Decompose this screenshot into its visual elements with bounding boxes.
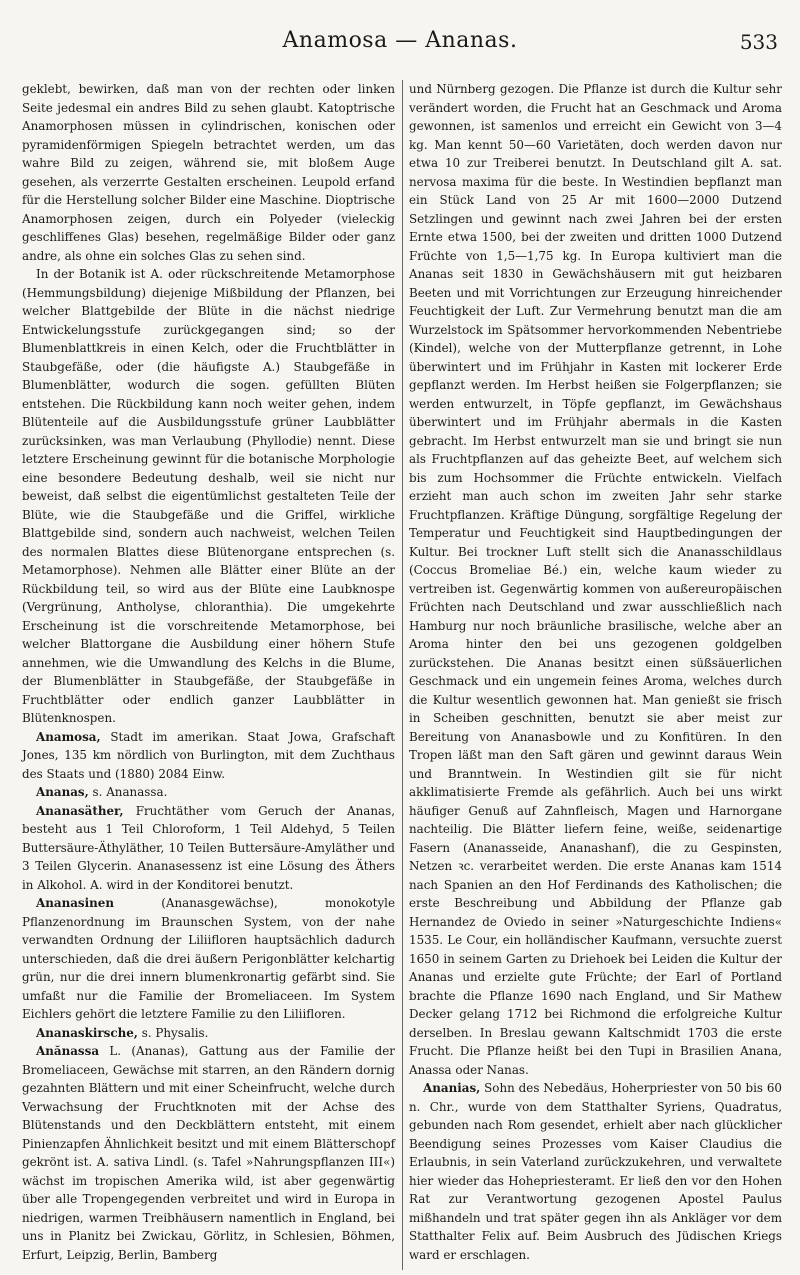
paragraph-anamorphose-continued: geklebt, bewirken, daß man von der rechten oder linken Seite jedesmal ein andres Bild zu sehen glaubt. Katoptrische Anamorphosen müssen in cylindrischen, konischen oder pyramidenförmigen Spiegeln betrachtet werden, um das wahre Bild zu zeigen, während sie, mit bloßem Auge gesehen, als verzerrte Gestalten erscheinen. Leupold erfand für die Herstellung solcher Bilder eine Maschine. Dioptrische Anamorphosen zeigen, durch ein Polyeder (vieleckig geschliffenes Glas) besehen, regelmäßige Bilder oder ganz andre, als ohne ein solches Glas zu sehen sind. [22, 82, 395, 263]
entry-anamosa [22, 728, 395, 784]
entry-ananasaether-text: Fruchtäther vom Geruch der Ananas, besteht aus 1 Teil Chloroform, 1 Teil Aldehyd, 5 Teilen Buttersäure-Äthyläther, 10 Teilen Buttersäure-Amyläther und 3 Teilen Glycerin. Ananasessenz ist eine Lösung des Äthers in Alkohol. A. wird in der Konditorei benutzt. [22, 803, 395, 892]
entry-ananaskirsche-text: s. Physalis. [137, 1025, 209, 1040]
entry-ananassa [22, 1042, 395, 1264]
headword-ananasinen: Ananasinen [36, 896, 114, 910]
entry-ananasinen-text: (Ananasgewächse), monokotyle Pflanzenordnung im Braunschen System, von der nahe verwandten Ordnung der Liliifloren hauptsächlich dadurch unterschieden, daß die drei äußern Perigonblätter kelchartig grün, nur die drei innern blumenkronartig gefärbt sind. Sie umfaßt nur die Familie der Bromeliaceen. Im System Eichlers gehört die letztere Familie zu den Liliifloren. [22, 896, 395, 1021]
entry-ananas [22, 783, 395, 802]
right-column [409, 80, 782, 1264]
headword-ananias: Ananias, [423, 1081, 481, 1095]
headword-ananas: Ananas, [36, 785, 89, 799]
entry-ananias [409, 1079, 782, 1264]
running-title: Anamosa — Ananas. [282, 28, 518, 53]
column-divider [402, 80, 403, 1270]
left-column [22, 80, 395, 1264]
entry-ananaskirsche [22, 1024, 395, 1043]
entry-ananas-text: s. Ananassa. [88, 785, 168, 799]
text-columns [22, 80, 782, 1270]
headword-anamosa: Anamosa, [36, 729, 101, 744]
headword-ananasaether: Ananasäther, [36, 803, 124, 818]
headword-ananassa: Anănassa [36, 1044, 100, 1058]
entry-ananassa-text: L. (Ananas), Gattung aus der Familie der Bromeliaceen, Gewächse mit starren, an den Rändern dornig gezahnten Blättern und mit einer Scheinfrucht, welche durch Verwachsung der Fruchtknoten mit der Achse des Blütenstands und den Deckblättern entsteht, mit einem Pinienzapfen Ähnlichkeit besitzt und mit einem Blätterschopf gekrönt ist. A. sativa Lindl. (s. Tafel »Nahrungspflanzen III«) wächst im tropischen Amerika wild, ist aber gegenwärtig über alle Tropengegenden verbreitet und wird in Europa in niedrigen, warmen Treibhäusern namentlich in England, bei uns in Planitz bei Zwickau, Görlitz, in Schlesien, Böhmen, Erfurt, Leipzig, Berlin, Bamberg [22, 1044, 395, 1262]
page-header [0, 28, 800, 68]
entry-anamosa-text: Stadt im amerikan. Staat Jowa, Grafschaft Jones, 135 km nördlich von Burlington, mit dem Zuchthaus des Staats und (1880) 2084 Einw. [22, 729, 395, 781]
paragraph-botanik: In der Botanik ist A. oder rückschreitende Metamorphose (Hemmungsbildung) diejenige Mißbildung der Pflanzen, bei welcher Blattgebilde der Blüte in die nächst niedrige Entwickelungsstufe zurückgegangen sind; so der Blumenblattkreis in einen Kelch, oder die Fruchtblätter in Staubgefäße, oder (die häufigste A.) Staubgefäße in Blumenblätter, wodurch die sogen. gefüllten Blüten entstehen. Die Rückbildung kann noch weiter gehen, indem Blütenteile auf die Ausbildungsstufe grüner Laubblätter zurücksinken, was man Verlaubung (Phyllodie) nennt. Diese letztere Erscheinung gewinnt für die botanische Morphologie eine besondere Bedeutung deshalb, weil sie nicht nur beweist, daß selbst die eigentümlichst gestalteten Teile der Blüte, wie die Staubgefäße und die Griffel, wirkliche Blattgebilde sind, sondern auch nachweist, welchen Teilen des normalen Blattes diese Blütenorgane entsprechen (s. Metamorphose). Nehmen alle Blätter einer Blüte an der Rückbildung teil, so wird aus der Blüte eine Laubknospe (Vergrünung, Antholyse, chloranthia). Die umgekehrte Erscheinung ist die vorschreitende Metamorphose, bei welcher Blattorgane die Ausbildung einer höhern Stufe annehmen, wie die Umwandlung des Kelchs in die Blume, der Blumenblätter in Staubgefäße, der Staubgefäße in Fruchtblätter oder endlich ganzer Laubblätter in Blütenknospen. [22, 267, 395, 725]
paragraph-ananassa-continued: und Nürnberg gezogen. Die Pflanze ist durch die Kultur sehr verändert worden, die Frucht hat an Geschmack und Aroma gewonnen, ist samenlos und erreicht ein Gewicht von 3—4 kg. Man kennt 50—60 Varietäten, doch werden davon nur etwa 10 zur Treiberei benutzt. In Deutschland gilt A. sat. nervosa maxima für die beste. In Westindien bepflanzt man ein Stück Land von 25 Ar mit 1600—2000 Dutzend Setzlingen und gewinnt nach zwei Jahren bei der ersten Ernte etwa 1500, bei der zweiten und dritten 1000 Dutzend Früchte von 1,5—1,75 kg. In Europa kultiviert man die Ananas seit 1830 in Gewächshäusern mit gut heizbaren Beeten und mit Vorrichtungen zur Erzeugung hinreichender Feuchtigkeit der Luft. Zur Vermehrung benutzt man die am Wurzelstock im Spätsommer hervorkommenden Nebentriebe (Kindel), welche von der Mutterpflanze getrennt, in Lohe überwintert und im Frühjahr in Kasten mit lockerer Erde gepflanzt werden. Im Herbst heißen sie Folgerpflanzen; sie werden entwurzelt, in Töpfe gepflanzt, im Gewächshaus überwintert und im Frühjahr abermals in die Kasten gebracht. Im Herbst entwurzelt man sie und bringt sie nun als Fruchtpflanzen auf das geheizte Beet, auf welchem sich bis zum Hochsommer die Früchte entwickeln. Vielfach erzieht man auch schon im zweiten Jahr sehr starke Fruchtpflanzen. Kräftige Düngung, sorgfältige Regelung der Temperatur und Feuchtigkeit sind Hauptbedingungen der Kultur. Bei trockner Luft stellt sich die Ananasschildlaus (Coccus Bromeliae Bé.) ein, welche kaum wieder zu vertreiben ist. Gegenwärtig kommen von außereuropäischen Früchten nach Deutschland und zwar ausschließlich nach Hamburg nur noch bräunliche brasilische, welche aber an Aroma hinter den bei uns gezogenen goldgelben zurückstehen. Die Ananas besitzt einen süßsäuerlichen Geschmack und ein ungemein feines Aroma, welches durch die Kultur wesentlich gewonnen hat. Man genießt sie frisch in Scheiben geschnitten, benutzt sie aber meist zur Bereitung von Ananasbowle und zu Konfitüren. In den Tropen läßt man den Saft gären und gewinnt daraus Wein und Branntwein. In Westindien gilt sie für nicht akklimatisierte Fremde als gefährlich. Auch bei uns wirkt häufiger Genuß auf Zahnfleisch, Magen und Harnorgane nachteilig. Die Blätter liefern feine, weiße, seidenartige Fasern (Ananasseide, Ananashanf), die zu Gespinsten, Netzen ꝛc. verarbeitet werden. Die erste Ananas kam 1514 nach Spanien an den Hof Ferdinands des Katholischen; die erste Beschreibung und Abbildung der Pflanze gab Hernandez de Oviedo in seiner »Naturgeschichte Indiens« 1535. Le Cour, ein holländischer Kaufmann, versuchte zuerst 1650 in seinem Garten zu Driehoek bei Leiden die Kultur der Ananas und erzielte gute Früchte; der Earl of Portland brachte die Pflanze 1690 nach England, und Sir Mathew Decker gelang 1712 bei Richmond die erfolgreiche Kultur derselben. In Breslau gewann Kaltschmidt 1703 die erste Frucht. Die Pflanze heißt bei den Tupi in Brasilien Anana, Anassa oder Nanas. [409, 82, 782, 1077]
page-number: 533 [739, 30, 778, 54]
entry-ananasinen [22, 894, 395, 1024]
headword-ananaskirsche: Ananaskirsche, [36, 1025, 138, 1040]
entry-ananias-text: Sohn des Nebedäus, Hoherpriester von 50 bis 60 n. Chr., wurde von dem Statthalter Syriens, Quadratus, gebunden nach Rom gesendet, erhielt aber nach glücklicher Beendigung seines Prozesses vom Kaiser Claudius die Erlaubnis, in sein Vaterland zurückzukehren, und verwaltete hier wieder das Hohepriesteramt. Er ließ den vor den Hohen Rat zur Verantwortung gezogenen Apostel Paulus mißhandeln und trat später gegen ihn als Ankläger vor dem Statthalter Felix auf. Beim Ausbruch des Jüdischen Kriegs ward er erschlagen. [409, 1081, 782, 1262]
entry-ananasaether [22, 802, 395, 895]
